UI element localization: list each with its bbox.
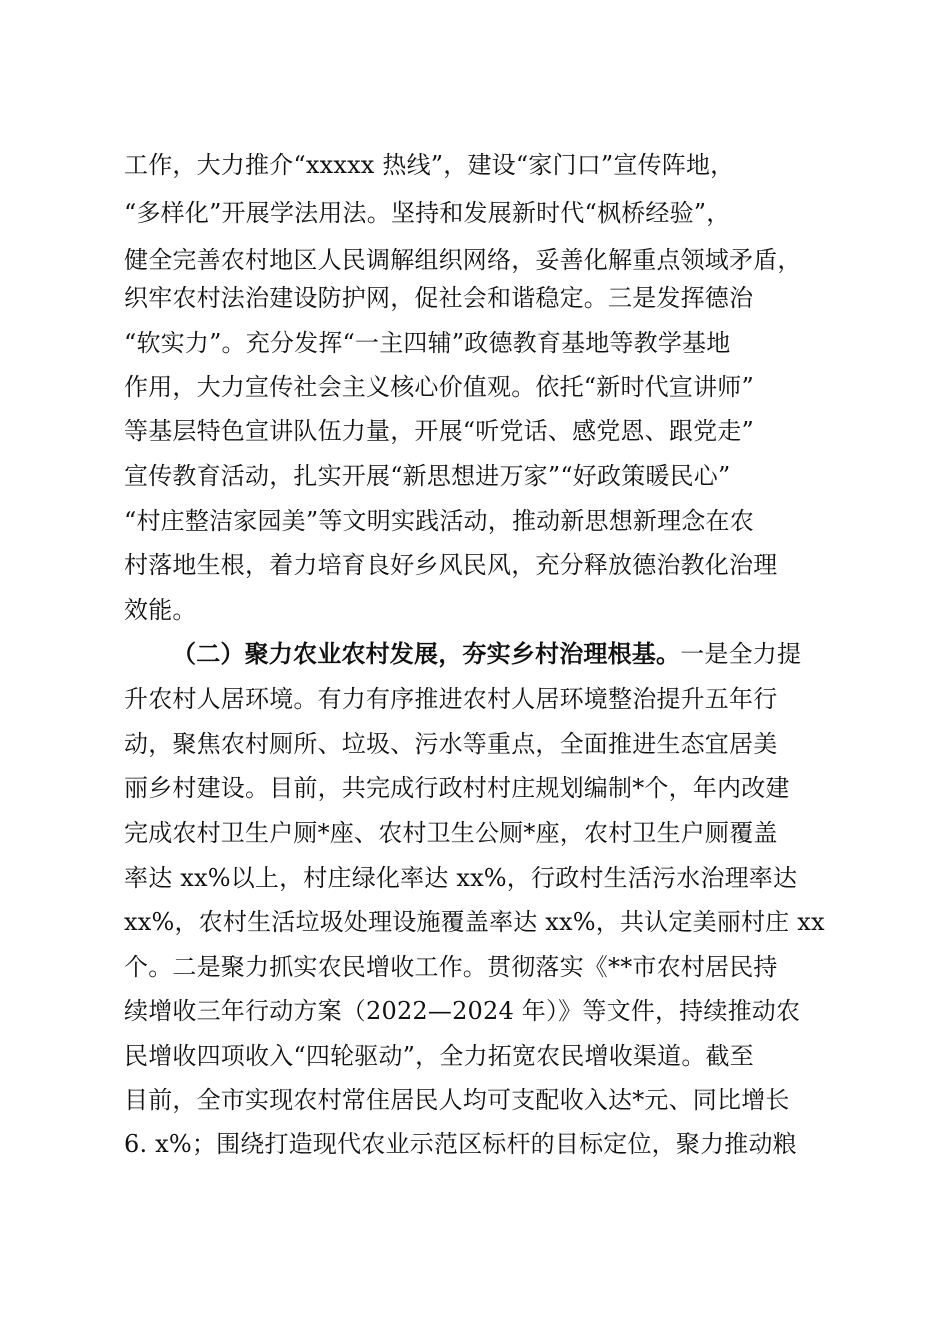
paragraph-line: 织牢农村法治建设防护网，促社会和谐稳定。三是发挥德治 — [124, 284, 754, 312]
paragraph-line: 丽乡村建设。目前，共完成行政村村庄规划编制*个，年内改建 — [124, 774, 790, 802]
paragraph-line: 率达 xx%以上，村庄绿化率达 xx%，行政村生活污水治理率达 — [124, 864, 798, 892]
paragraph-line: 村落地生根，着力培育良好乡风民风，充分释放德治教化治理 — [124, 551, 778, 579]
paragraph-line: 作用，大力宣传社会主义核心价值观。依托“新时代宣讲师” — [124, 373, 754, 401]
paragraph-line: “多样化”开展学法用法。坚持和发展新时代“枫桥经验”， — [124, 199, 731, 227]
paragraph-line: 6. x%；围绕打造现代农业示范区标杆的目标定位，聚力推动粮 — [124, 1130, 797, 1158]
paragraph-line: 动，聚焦农村厕所、垃圾、污水等重点，全面推进生态宜居美 — [124, 730, 778, 758]
section-heading: （二）聚力农业农村发展，夯实乡村治理根基。 — [172, 639, 681, 668]
paragraph-line: 目前，全市实现农村常住居民人均可支配收入达*元、同比增长 — [124, 1086, 790, 1114]
paragraph-line: 工作，大力推介“xxxxx 热线”，建设“家门口”宣传阵地， — [124, 151, 735, 179]
paragraph-line: 健全完善农村地区人民调解组织网络，妥善化解重点领域矛盾， — [124, 246, 802, 274]
paragraph-line: “村庄整洁家园美”等文明实践活动，推动新思想新理念在农 — [124, 507, 754, 535]
paragraph-line: 续增收三年行动方案（2022—2024 年）》等文件，持续推动农 — [124, 997, 801, 1025]
paragraph-line: “软实力”。充分发挥“一主四辅”政德教育基地等教学基地 — [124, 329, 731, 357]
paragraph-line: 等基层特色宣讲队伍力量，开展“听党话、感党恩、跟党走” — [124, 417, 754, 445]
paragraph-line: 完成农村卫生户厕*座、农村卫生公厕*座，农村卫生户厕覆盖 — [124, 819, 778, 847]
paragraph-line: 升农村人居环境。有力有序推进农村人居环境整治提升五年行 — [124, 685, 778, 713]
paragraph-line: 个。二是聚力抓实农民增收工作。贯彻落实《**市农村居民持 — [124, 953, 778, 981]
section-first-line — [172, 631, 824, 677]
paragraph-line: 宣传教育活动，扎实开展“新思想进万家”“好政策暖民心” — [124, 462, 731, 490]
paragraph-line: 民增收四项收入“四轮驱动”，全力拓宽农民增收渠道。截至 — [124, 1042, 754, 1070]
paragraph-line: xx%，农村生活垃圾处理设施覆盖率达 xx%，共认定美丽村庄 xx — [124, 908, 825, 936]
paragraph-line: 效能。 — [124, 596, 197, 624]
section-first-line-rest: 一是全力提 — [680, 640, 802, 668]
